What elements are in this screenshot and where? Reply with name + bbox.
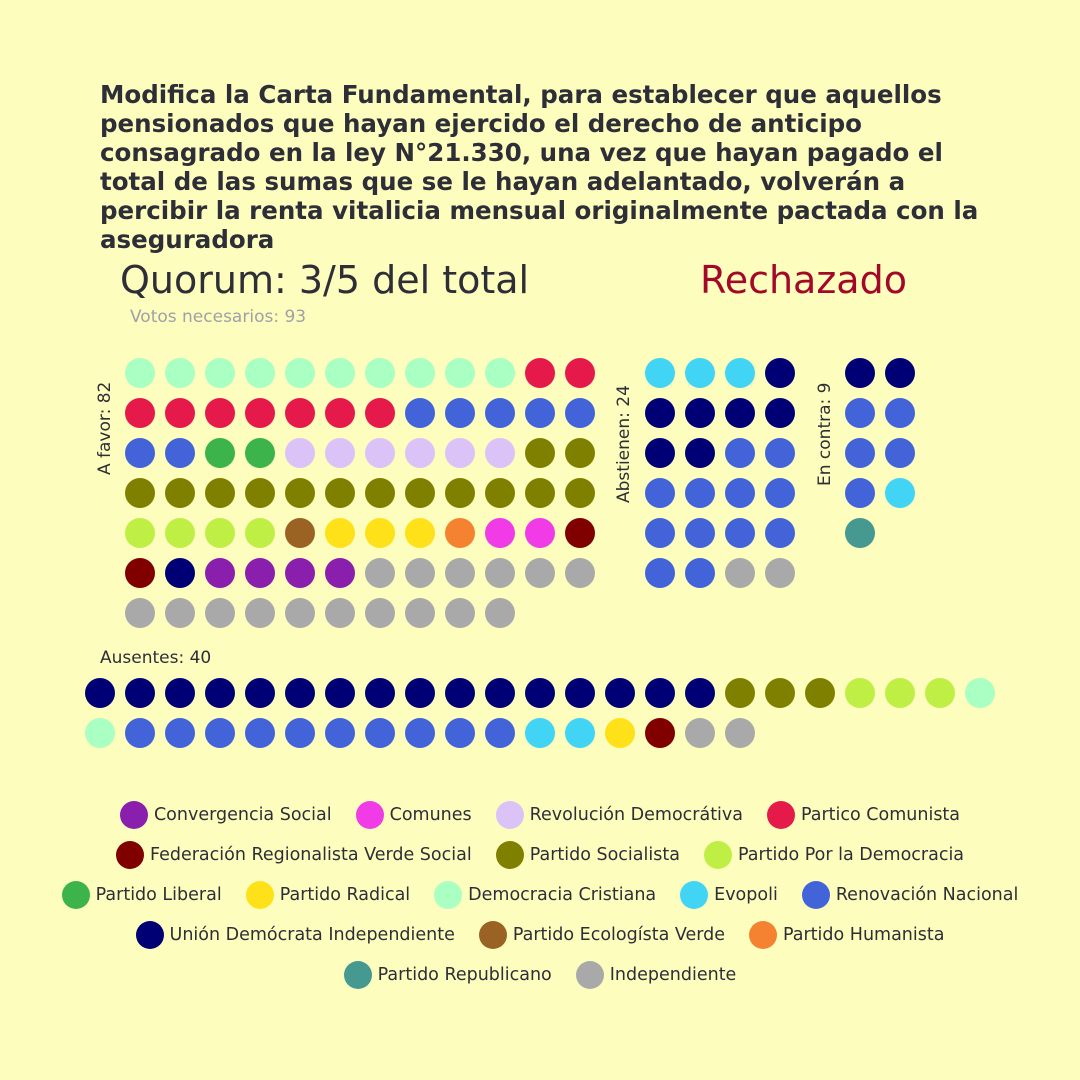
legend-item xyxy=(767,801,960,829)
quorum-title: Quorum: 3/5 del total xyxy=(120,258,530,302)
seat-dot xyxy=(725,438,755,468)
seat-dot xyxy=(245,558,275,588)
legend-label: Unión Demócrata Independiente xyxy=(169,925,455,945)
seat-dot xyxy=(245,358,275,388)
legend-label: Convergencia Social xyxy=(153,805,332,825)
seat-dot xyxy=(125,358,155,388)
legend-label: Revolución Democrátiva xyxy=(529,805,743,825)
seat-dot xyxy=(165,438,195,468)
seat-dot xyxy=(205,358,235,388)
seat-dot xyxy=(325,358,355,388)
legend-item xyxy=(496,841,680,869)
seat-dot xyxy=(285,558,315,588)
seat-dot xyxy=(365,718,395,748)
seat-dot xyxy=(565,398,595,428)
legend-label: Partido Republicano xyxy=(377,965,552,985)
seat-dot xyxy=(125,518,155,548)
seat-dot xyxy=(525,518,555,548)
seat-dot xyxy=(405,678,435,708)
seat-dot xyxy=(885,398,915,428)
seat-dot xyxy=(325,558,355,588)
seat-dot xyxy=(765,558,795,588)
seat-dot xyxy=(485,358,515,388)
legend-item xyxy=(62,881,222,909)
seat-dot xyxy=(685,718,715,748)
seat-dot xyxy=(845,678,875,708)
legend-label: Partico Comunista xyxy=(801,805,961,825)
seat-dot xyxy=(645,678,675,708)
legend-item xyxy=(434,881,656,909)
seat-dot xyxy=(685,558,715,588)
seat-dot xyxy=(645,478,675,508)
legend-label: Partido Por la Democracia xyxy=(737,845,965,865)
seat-dot xyxy=(525,358,555,388)
seat-dot xyxy=(885,438,915,468)
seat-dot xyxy=(685,678,715,708)
seat-dot xyxy=(565,518,595,548)
legend-swatch xyxy=(434,881,462,909)
seat-dot xyxy=(645,558,675,588)
legend-item xyxy=(749,921,944,949)
seat-dot xyxy=(845,518,875,548)
seat-dot xyxy=(325,478,355,508)
seat-dot xyxy=(125,678,155,708)
seat-dot xyxy=(725,718,755,748)
legend-row xyxy=(20,835,1060,875)
seat-dot xyxy=(285,718,315,748)
legend-swatch xyxy=(680,881,708,909)
legend-label: Federación Regionalista Verde Social xyxy=(149,845,472,865)
seat-dot xyxy=(525,438,555,468)
seat-dot xyxy=(365,558,395,588)
legend-row xyxy=(20,795,1060,835)
seat-dot xyxy=(685,398,715,428)
seat-dot xyxy=(245,398,275,428)
seat-dot xyxy=(605,678,635,708)
seat-dot xyxy=(245,678,275,708)
seat-dot xyxy=(645,518,675,548)
seat-dot xyxy=(205,478,235,508)
legend-swatch xyxy=(767,801,795,829)
seat-dot xyxy=(285,478,315,508)
legend-label: Partido Humanista xyxy=(783,925,945,945)
seat-dot xyxy=(85,678,115,708)
legend-label: Partido Socialista xyxy=(529,845,680,865)
group-label-abstienen: Abstienen: 24 xyxy=(614,385,634,503)
legend-label: Partido Radical xyxy=(279,885,411,905)
seat-dot xyxy=(765,518,795,548)
seat-dot xyxy=(565,438,595,468)
seat-dot xyxy=(405,358,435,388)
seat-dot xyxy=(205,598,235,628)
seat-dot xyxy=(765,678,795,708)
seat-dot xyxy=(525,558,555,588)
seat-dot xyxy=(365,678,395,708)
seat-dot xyxy=(165,598,195,628)
seat-dot xyxy=(365,398,395,428)
legend-swatch xyxy=(496,801,524,829)
votes-needed: Votos necesarios: 93 xyxy=(130,307,307,327)
seat-dot xyxy=(325,598,355,628)
seat-dot xyxy=(245,518,275,548)
seat-dot xyxy=(125,478,155,508)
seat-dot xyxy=(725,478,755,508)
seat-dot xyxy=(565,718,595,748)
seat-dot xyxy=(325,398,355,428)
seat-dot xyxy=(285,598,315,628)
seat-dot xyxy=(485,518,515,548)
seat-dot xyxy=(445,678,475,708)
legend-item xyxy=(496,801,743,829)
seat-dot xyxy=(405,558,435,588)
seat-dot xyxy=(165,558,195,588)
seat-dot xyxy=(565,478,595,508)
legend-swatch xyxy=(479,921,507,949)
legend-swatch xyxy=(704,841,732,869)
seat-dot xyxy=(645,718,675,748)
group-label-a-favor: A favor: 82 xyxy=(95,381,115,475)
seat-dot xyxy=(405,718,435,748)
group-label-en-contra: En contra: 9 xyxy=(815,382,835,486)
seat-dot xyxy=(165,518,195,548)
seat-dot xyxy=(525,718,555,748)
seat-dot xyxy=(205,398,235,428)
seat-dot xyxy=(685,478,715,508)
legend-swatch xyxy=(120,801,148,829)
seat-dot xyxy=(725,678,755,708)
seat-dot xyxy=(165,718,195,748)
seat-dot xyxy=(525,398,555,428)
legend-item xyxy=(479,921,725,949)
seat-dot xyxy=(125,438,155,468)
legend-item xyxy=(246,881,410,909)
seat-dot xyxy=(445,438,475,468)
seat-dot xyxy=(485,598,515,628)
seat-dot xyxy=(245,478,275,508)
seat-dot xyxy=(365,598,395,628)
seat-dot xyxy=(845,358,875,388)
seat-dot xyxy=(285,358,315,388)
seat-dot xyxy=(965,678,995,708)
seat-dot xyxy=(325,438,355,468)
seat-dot xyxy=(685,518,715,548)
seat-dot xyxy=(405,398,435,428)
seat-dot xyxy=(685,438,715,468)
seat-dot xyxy=(165,358,195,388)
legend-item xyxy=(120,801,332,829)
seat-dot xyxy=(565,558,595,588)
legend-row xyxy=(20,915,1060,955)
seat-dot xyxy=(565,358,595,388)
seat-dot xyxy=(365,518,395,548)
seat-dot xyxy=(365,358,395,388)
seat-dot xyxy=(725,398,755,428)
legend-item xyxy=(356,801,472,829)
seat-dot xyxy=(125,718,155,748)
legend-swatch xyxy=(749,921,777,949)
seat-dot xyxy=(845,478,875,508)
seat-dot xyxy=(445,398,475,428)
seat-dot xyxy=(245,718,275,748)
seat-dot xyxy=(125,398,155,428)
legend-swatch xyxy=(576,961,604,989)
legend-item xyxy=(680,881,778,909)
legend-swatch xyxy=(802,881,830,909)
legend-label: Comunes xyxy=(389,805,472,825)
seat-dot xyxy=(645,398,675,428)
seat-dot xyxy=(485,478,515,508)
seat-dot xyxy=(325,518,355,548)
seat-dot xyxy=(285,398,315,428)
seat-dot xyxy=(405,478,435,508)
seat-dot xyxy=(325,678,355,708)
seat-dot xyxy=(845,438,875,468)
legend-item xyxy=(802,881,1019,909)
seat-dot xyxy=(805,678,835,708)
seat-dot xyxy=(485,558,515,588)
seat-dot xyxy=(525,478,555,508)
seat-dot xyxy=(285,518,315,548)
seat-dot xyxy=(405,598,435,628)
legend-row xyxy=(20,875,1060,915)
legend-label: Democracia Cristiana xyxy=(468,885,657,905)
legend-item xyxy=(116,841,472,869)
seat-dot xyxy=(725,518,755,548)
seat-dot xyxy=(165,478,195,508)
seat-dot xyxy=(165,678,195,708)
seat-dot xyxy=(205,718,235,748)
legend xyxy=(20,795,1060,995)
seat-dot xyxy=(285,438,315,468)
seat-dot xyxy=(125,558,155,588)
seat-dot xyxy=(445,358,475,388)
seat-dot xyxy=(445,558,475,588)
seat-dot xyxy=(565,678,595,708)
legend-label: Evopoli xyxy=(714,885,778,905)
seat-dot xyxy=(525,678,555,708)
seat-dot xyxy=(445,598,475,628)
seat-dot xyxy=(445,718,475,748)
seat-dot xyxy=(885,478,915,508)
seat-dot xyxy=(285,678,315,708)
legend-swatch xyxy=(136,921,164,949)
seat-dot xyxy=(925,678,955,708)
seat-dot xyxy=(765,438,795,468)
seat-dot xyxy=(845,398,875,428)
legend-row xyxy=(20,955,1060,995)
seat-dot xyxy=(445,518,475,548)
seat-dot xyxy=(125,598,155,628)
seat-dot xyxy=(645,438,675,468)
legend-label: Renovación Nacional xyxy=(835,885,1019,905)
seat-dot xyxy=(885,358,915,388)
seat-dot xyxy=(205,518,235,548)
legend-label: Partido Ecologísta Verde xyxy=(512,925,725,945)
seat-dot xyxy=(85,718,115,748)
seat-dot xyxy=(205,678,235,708)
seat-dot xyxy=(205,558,235,588)
seat-dot xyxy=(365,478,395,508)
seat-dot xyxy=(205,438,235,468)
legend-swatch xyxy=(356,801,384,829)
seat-dot xyxy=(325,718,355,748)
legend-item xyxy=(576,961,737,989)
seat-dot xyxy=(725,558,755,588)
legend-item xyxy=(136,921,455,949)
seat-dot xyxy=(445,478,475,508)
legend-swatch xyxy=(246,881,274,909)
legend-label: Independiente xyxy=(609,965,737,985)
seat-dot xyxy=(485,438,515,468)
seat-dot xyxy=(405,518,435,548)
seat-dot xyxy=(485,398,515,428)
seat-dot xyxy=(765,358,795,388)
seat-dot xyxy=(765,398,795,428)
seat-dot xyxy=(885,678,915,708)
legend-item xyxy=(344,961,552,989)
headline: Modifica la Carta Fundamental, para establecer que aquellos pensionados que hayan ejercido el derecho de anticipo consagrado en la ley N°21.330, una vez que hayan pagado el total de las sumas que se le hayan adelantado, volverán a percibir la renta vitalicia mensual originalmente pactada con la aseguradora xyxy=(100,80,979,254)
seat-dot xyxy=(405,438,435,468)
seat-dot xyxy=(485,678,515,708)
legend-swatch xyxy=(344,961,372,989)
seat-dot xyxy=(165,398,195,428)
legend-item xyxy=(704,841,964,869)
seat-dot xyxy=(365,438,395,468)
legend-swatch xyxy=(496,841,524,869)
result-status: Rechazado xyxy=(700,258,907,302)
seat-dot xyxy=(245,598,275,628)
seat-dot xyxy=(245,438,275,468)
legend-label: Partido Liberal xyxy=(95,885,222,905)
seat-dot xyxy=(765,478,795,508)
legend-swatch xyxy=(62,881,90,909)
seat-dot xyxy=(685,358,715,388)
seat-dot xyxy=(645,358,675,388)
legend-swatch xyxy=(116,841,144,869)
seat-dot xyxy=(725,358,755,388)
group-label-ausentes: Ausentes: 40 xyxy=(100,648,212,668)
seat-dot xyxy=(485,718,515,748)
seat-dot xyxy=(605,718,635,748)
